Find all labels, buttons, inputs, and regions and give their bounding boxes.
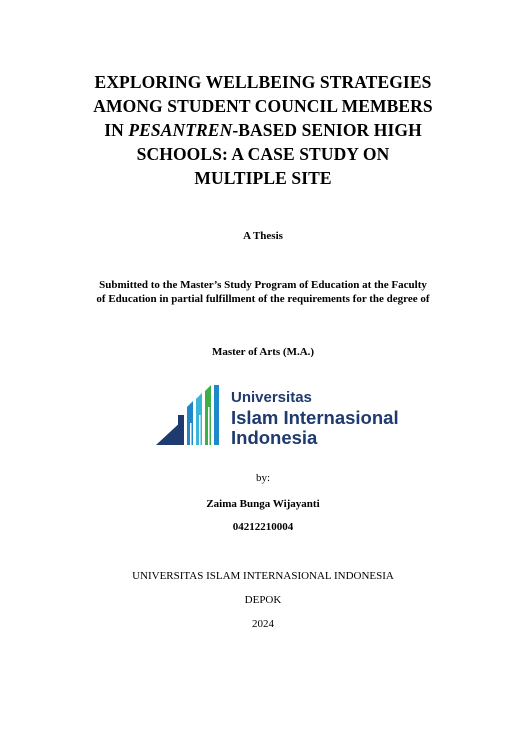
title-line-3-prefix: IN [104, 120, 129, 140]
university-logo [154, 385, 404, 447]
logo-word-islam-internasional: Islam Internasional [231, 407, 399, 428]
submission-line-1: Submitted to the Master’s Study Program of Education at the Faculty [99, 279, 427, 291]
title-line-3 [0, 118, 526, 142]
title-line-3-suffix: -BASED SENIOR HIGH [232, 120, 422, 140]
city: DEPOK [244, 594, 282, 606]
title-italic-word: PESANTREN [128, 120, 233, 140]
document-type: A Thesis [243, 230, 283, 242]
author-name: Zaima Bunga Wijayanti [206, 498, 320, 510]
title-line-2: AMONG STUDENT COUNCIL MEMBERS [93, 96, 433, 116]
student-id: 04212210004 [232, 521, 294, 533]
submission-line-2: of Education in partial fulfillment of the requirements for the degree of [96, 293, 430, 305]
logo-word-indonesia: Indonesia [231, 427, 318, 448]
degree: Master of Arts (M.A.) [211, 346, 315, 358]
institution-name: UNIVERSITAS ISLAM INTERNASIONAL INDONESIA [132, 570, 394, 582]
logo-wordmark [231, 389, 399, 448]
thesis-title [0, 70, 526, 190]
title-line-1: EXPLORING WELLBEING STRATEGIES [94, 72, 432, 92]
by-label: by: [255, 472, 271, 484]
uiii-logo-icon [154, 385, 220, 447]
title-line-4: SCHOOLS: A CASE STUDY ON [136, 144, 390, 164]
title-line-5: MULTIPLE SITE [194, 168, 332, 188]
logo-word-universitas: Universitas [231, 389, 312, 406]
year: 2024 [252, 618, 274, 630]
